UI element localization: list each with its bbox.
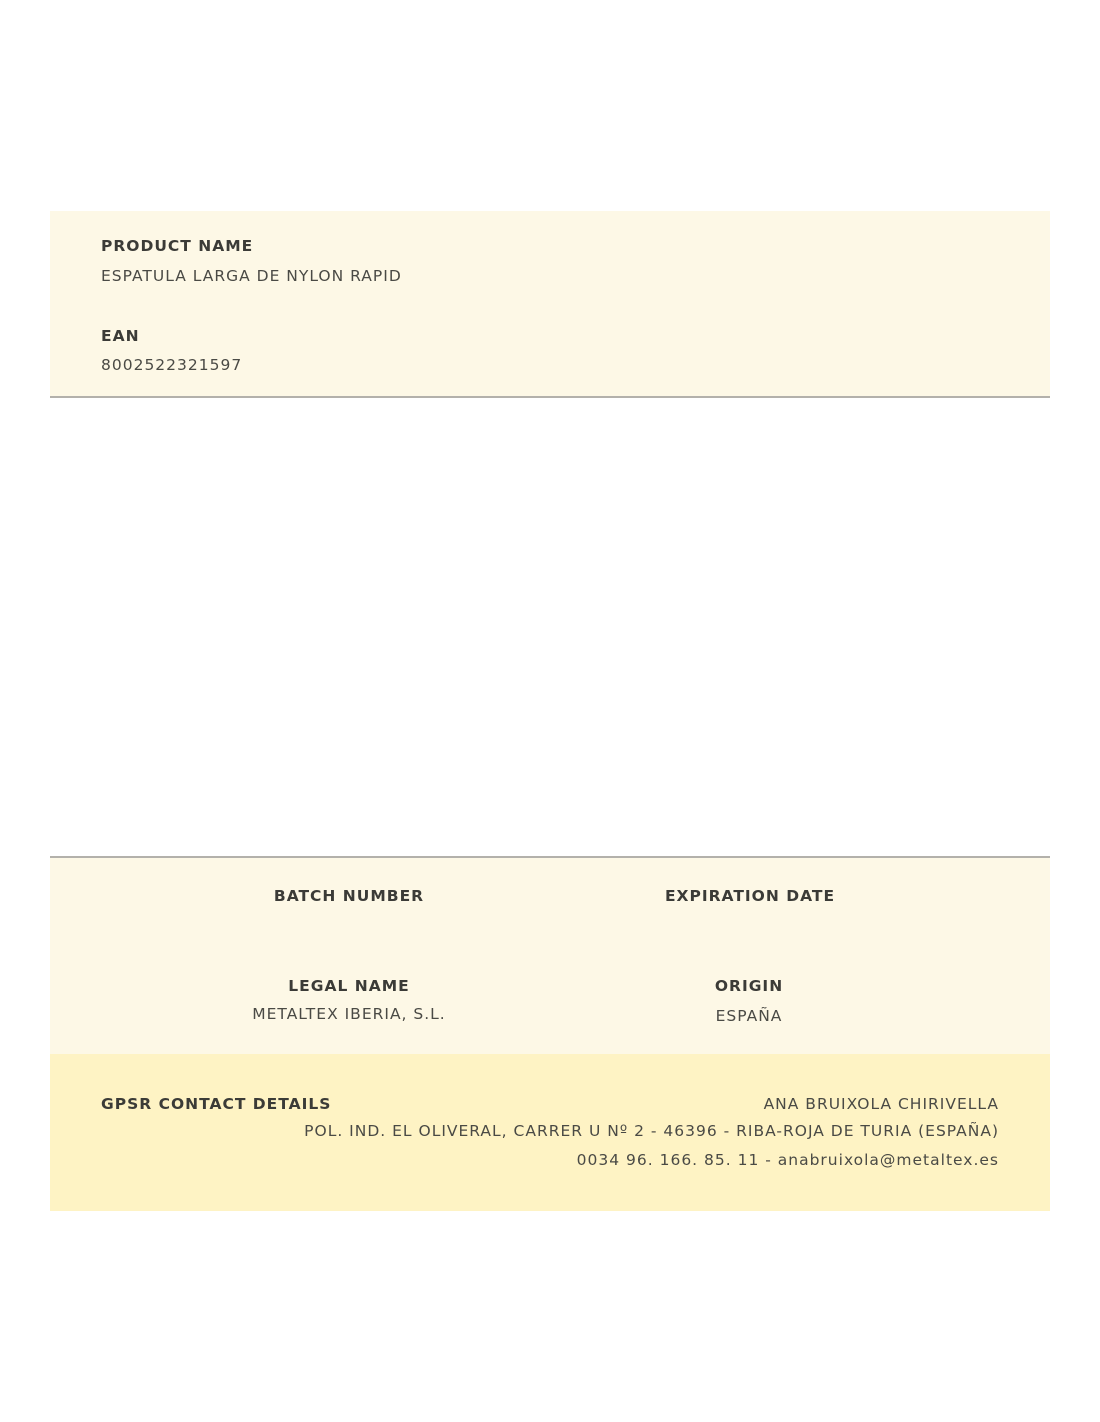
- batch-number-label: BATCH NUMBER: [273, 887, 425, 905]
- expiration-date-label: EXPIRATION DATE: [664, 887, 836, 905]
- legal-name-label: LEGAL NAME: [288, 977, 410, 995]
- ean-value: 8002522321597: [101, 356, 243, 374]
- origin-label: ORIGIN: [714, 977, 784, 995]
- contact-name: ANA BRUIXOLA CHIRIVELLA: [763, 1095, 999, 1113]
- product-name-label: PRODUCT NAME: [101, 237, 254, 255]
- origin-value: ESPAÑA: [715, 1007, 783, 1025]
- contact-phone-email: 0034 96. 166. 85. 11 - anabruixola@metaltex.es: [576, 1151, 999, 1169]
- legal-name-value: METALTEX IBERIA, S.L.: [252, 1005, 446, 1023]
- batch-legal-panel: [50, 856, 1050, 1056]
- contact-address: POL. IND. EL OLIVERAL, CARRER U Nº 2 - 46396 - RIBA-ROJA DE TURIA (ESPAÑA): [304, 1122, 999, 1140]
- product-info-panel: [50, 211, 1050, 398]
- ean-label: EAN: [101, 327, 140, 345]
- product-name-value: ESPATULA LARGA DE NYLON RAPID: [101, 267, 402, 285]
- gpsr-contact-panel: [50, 1054, 1050, 1211]
- gpsr-contact-label: GPSR CONTACT DETAILS: [101, 1095, 332, 1113]
